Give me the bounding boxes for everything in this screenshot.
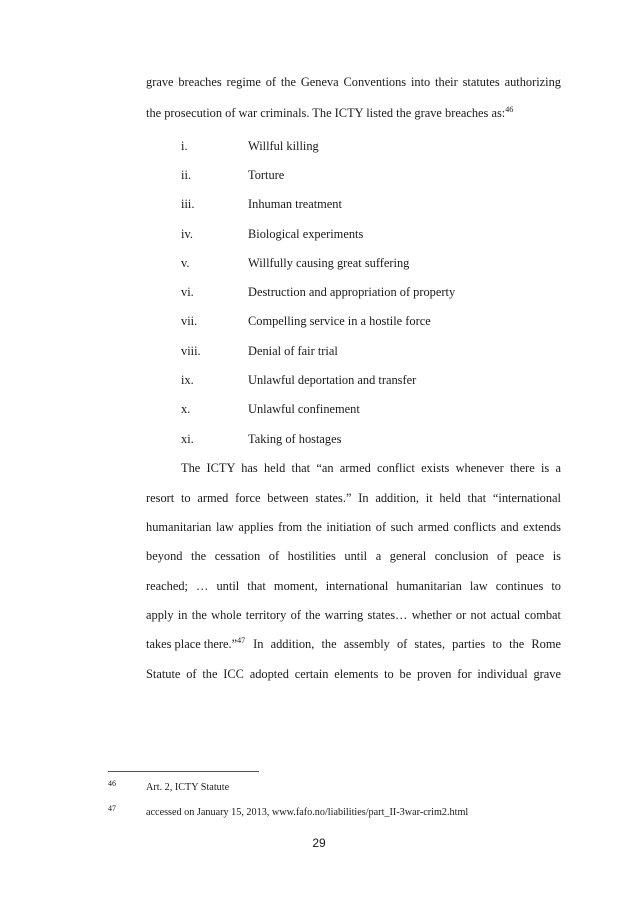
footnote-text: Art. 2, ICTY Statute [146,782,230,793]
list-item: Willfully causing great suffering [248,256,410,270]
body-line: grave breaches regime of the Geneva Conventions into their statutes authorizing [146,75,561,89]
body-line: beyond the cessation of hostilities until a general conclusion of peace is [146,549,561,563]
list-numeral: v. [181,256,190,270]
body-line: humanitarian law applies from the initiation of such armed conflicts and extends [146,520,561,534]
body-line: takes place there.”$^{47}$ In addition, the assembly of states, parties to the Rome [146,636,561,651]
list-item: Biological experiments [248,227,364,241]
list-numeral: x. [181,402,191,416]
body-line: the prosecution of war criminals. The ICTY listed the grave breaches as:$^{46}$ [146,105,514,120]
body-line: Statute of the ICC adopted certain elements to be proven for individual grave [146,667,561,681]
list-item: Unlawful confinement [248,402,360,416]
list-numeral: iv. [181,227,193,241]
list-item: Destruction and appropriation of property [248,285,456,299]
body-line: apply in the whole territory of the warring states… whether or not actual combat [146,608,561,622]
list-item: Compelling service in a hostile force [248,314,431,328]
list-item: Torture [248,168,285,182]
list-numeral: iii. [181,197,195,211]
list-item: Inhuman treatment [248,197,342,211]
footnote-reference[interactable]: 46 [505,105,514,114]
footnote-reference[interactable]: 47 [237,636,246,645]
list-numeral: vii. [181,314,198,328]
list-numeral: viii. [181,344,201,358]
list-numeral: vi. [181,285,194,299]
list-numeral: ix. [181,373,194,387]
footnote-text: accessed on January 15, 2013, www.fafo.no/liabilities/part_II-3war-crim2.html [146,807,469,818]
page-number: 29 [312,836,326,850]
footnote-number: 46 [108,779,116,788]
body-line: The ICTY has held that “an armed conflict exists whenever there is a [181,461,561,475]
body-line: reached; … until that moment, international humanitarian law continues to [146,579,561,593]
list-numeral: xi. [181,432,194,446]
list-item: Willful killing [248,139,319,153]
footnote-separator [108,771,259,772]
footnote-number: 47 [108,804,116,813]
list-numeral: ii. [181,168,191,182]
list-item: Denial of fair trial [248,344,338,358]
list-item: Taking of hostages [248,432,342,446]
list-item: Unlawful deportation and transfer [248,373,417,387]
list-numeral: i. [181,139,188,153]
body-line: resort to armed force between states.” In addition, it held that “international [146,491,561,505]
